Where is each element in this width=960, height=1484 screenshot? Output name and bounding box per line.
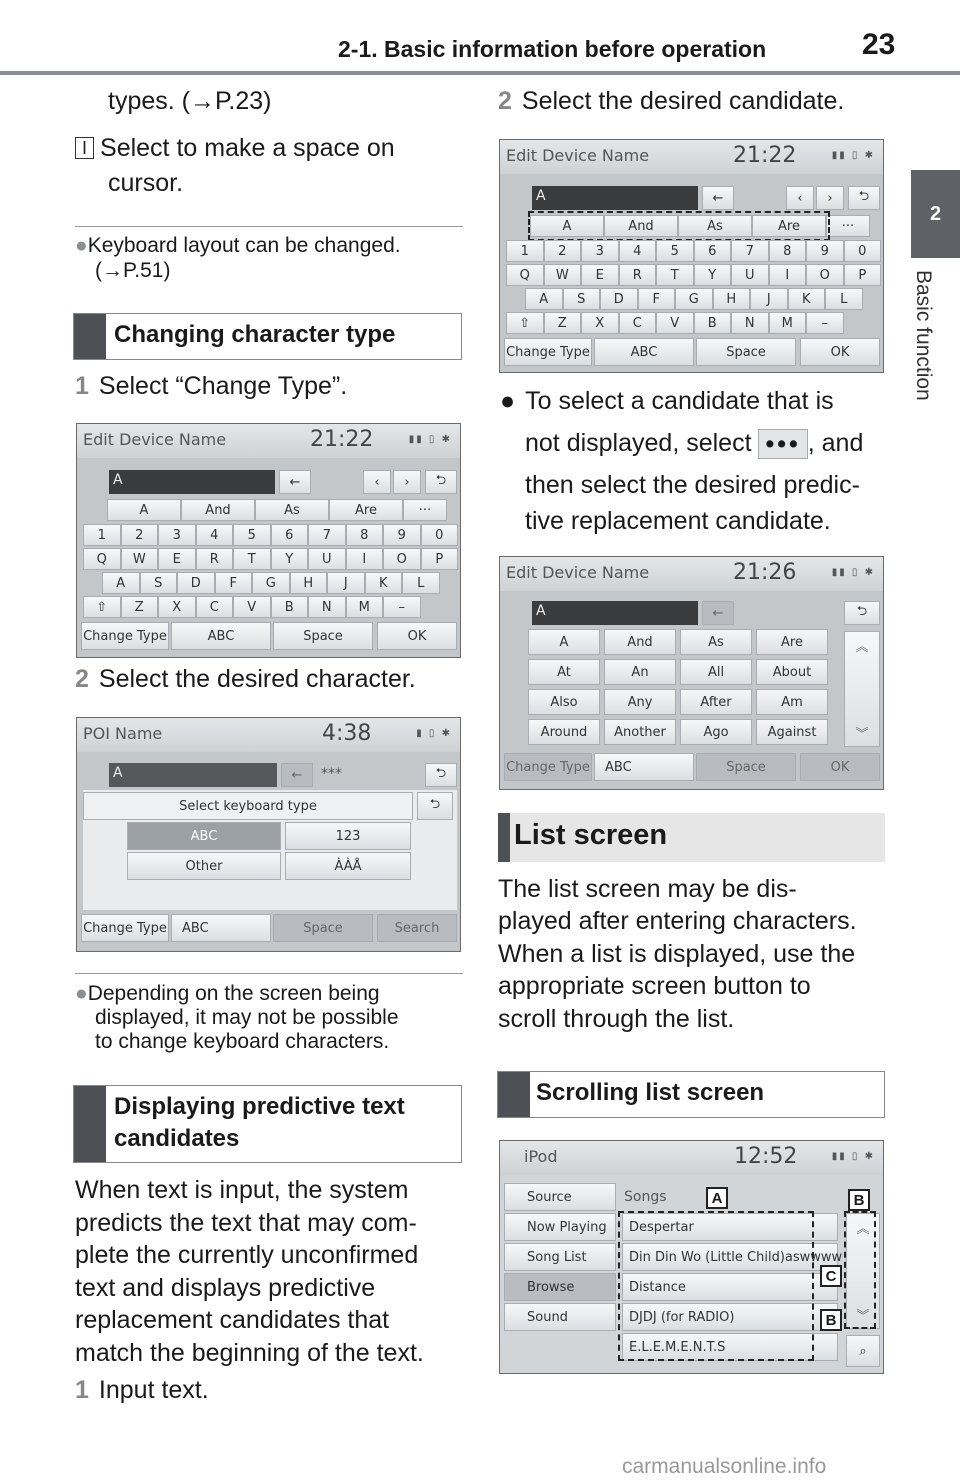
key[interactable]: S (140, 572, 178, 594)
text-line: cursor. (108, 169, 184, 197)
page-header (0, 0, 960, 75)
screen-title: iPod (524, 1147, 558, 1166)
prediction-candidate[interactable]: An (604, 659, 676, 685)
status-icons: ▮▮ ▯ ✱ (831, 1151, 875, 1162)
section-heading: Changing character type (73, 313, 462, 360)
popup-back-button[interactable]: ⮌ (417, 792, 453, 820)
song-item[interactable]: E.L.E.M.E.N.T.S (622, 1333, 838, 1361)
key[interactable]: X (581, 312, 619, 334)
key[interactable]: P (844, 264, 882, 286)
prediction-candidate[interactable]: Am (756, 689, 828, 715)
key[interactable]: B (694, 312, 732, 334)
key[interactable]: – (806, 312, 844, 334)
key[interactable]: M (346, 596, 384, 618)
callout-c: C (820, 1265, 842, 1287)
candidate-key[interactable]: And (604, 215, 678, 237)
ok-button[interactable]: OK (800, 753, 880, 781)
text-input[interactable]: A (109, 470, 275, 494)
cursor-left-button[interactable]: ‹ (363, 470, 391, 494)
prediction-candidate[interactable]: Against (756, 719, 828, 745)
page-number: 23 (862, 28, 896, 61)
section-heading: Scrolling list screen (497, 1071, 885, 1118)
screen-title: Edit Device Name (506, 146, 650, 165)
key[interactable]: O (383, 548, 421, 570)
prediction-candidate[interactable]: After (680, 689, 752, 715)
backspace-button[interactable]: ← (702, 601, 734, 625)
paragraph-line: scroll through the list. (498, 1005, 735, 1033)
clock: 21:22 (310, 427, 374, 452)
key[interactable]: – (383, 596, 421, 618)
prediction-candidate[interactable]: Any (604, 689, 676, 715)
status-icons: ▮▮ ▯ ✱ (408, 434, 452, 445)
key[interactable]: 0 (844, 240, 882, 262)
key[interactable]: Z (544, 312, 582, 334)
key[interactable]: 4 (619, 240, 657, 262)
key[interactable]: K (365, 572, 403, 594)
note: ●Keyboard layout can be changed. (75, 234, 401, 257)
change-type-button[interactable]: Change Type (504, 753, 592, 781)
song-item[interactable]: Din Din Wo (Little Child)aswwww (622, 1243, 838, 1271)
space-button[interactable]: Space (273, 914, 373, 942)
songs-heading: Songs (624, 1189, 667, 1205)
key[interactable]: W (544, 264, 582, 286)
scroll-bar[interactable]: ︽ ︾ (844, 631, 880, 747)
key[interactable]: U (731, 264, 769, 286)
keyboard-screen (76, 423, 461, 658)
key[interactable]: 7 (308, 524, 346, 546)
paragraph-line: match the beginning of the text. (75, 1339, 424, 1367)
more-icon: ••• (758, 429, 807, 459)
song-item[interactable]: Despertar (622, 1213, 838, 1241)
cursor-right-button[interactable]: › (816, 186, 844, 210)
clock: 21:26 (733, 560, 797, 585)
key[interactable]: R (196, 548, 234, 570)
popup-title: Select keyboard type (83, 792, 413, 820)
candidate-key[interactable]: ··· (826, 215, 870, 237)
back-button[interactable]: ⮌ (425, 470, 457, 494)
key[interactable]: T (656, 264, 694, 286)
prediction-candidate[interactable]: And (604, 629, 676, 655)
note: to change keyboard characters. (95, 1030, 390, 1053)
key[interactable]: 1 (83, 524, 121, 546)
key[interactable]: 5 (233, 524, 271, 546)
key[interactable]: U (308, 548, 346, 570)
key[interactable]: L (402, 572, 440, 594)
key[interactable]: 3 (158, 524, 196, 546)
header-rule (0, 71, 960, 75)
key[interactable]: 6 (271, 524, 309, 546)
prediction-candidate[interactable]: Around (528, 719, 600, 745)
note: (→P.51) (95, 259, 171, 282)
paragraph-line: When a list is displayed, use the (498, 940, 856, 968)
status-icons: ▮▮ ▯ ✱ (831, 150, 875, 161)
scroll-bar[interactable]: ︽ ︾ (846, 1213, 880, 1329)
key[interactable]: 6 (694, 240, 732, 262)
candidate-key[interactable]: Are (752, 215, 826, 237)
key[interactable]: Z (121, 596, 159, 618)
key[interactable]: B (271, 596, 309, 618)
chapter-label: Basic function (912, 270, 935, 401)
bullet-line: then select the desired predic- (525, 471, 860, 499)
callout-a: A (706, 1187, 728, 1209)
key[interactable]: V (656, 312, 694, 334)
prediction-candidate[interactable]: Also (528, 689, 600, 715)
key[interactable]: I (769, 264, 807, 286)
key[interactable]: G (252, 572, 290, 594)
key[interactable]: V (233, 596, 271, 618)
watermark: carmanualsonline.info (622, 1455, 827, 1478)
cursor-right-button[interactable]: › (393, 470, 421, 494)
back-button[interactable]: ⮌ (844, 601, 880, 625)
list-highlight (618, 1211, 814, 1361)
accent-option[interactable]: ÀÀÅ (285, 852, 411, 880)
key[interactable]: Y (694, 264, 732, 286)
clock: 4:38 (322, 721, 372, 746)
search-button[interactable]: Search (377, 914, 457, 942)
paragraph-line: appropriate screen button to (498, 972, 811, 1000)
menu-item[interactable]: Sound (504, 1303, 616, 1331)
backspace-button[interactable]: ← (702, 186, 734, 210)
screen-title: Edit Device Name (83, 430, 227, 449)
paragraph-line: plete the currently unconfirmed (75, 1241, 419, 1269)
key[interactable]: J (750, 288, 788, 310)
key[interactable]: F (638, 288, 676, 310)
key[interactable]: N (308, 596, 346, 618)
bullet-line: tive replacement candidate. (525, 507, 831, 535)
menu-item[interactable]: Song List (504, 1243, 616, 1271)
key[interactable]: E (581, 264, 619, 286)
paragraph-line: text and displays predictive (75, 1274, 376, 1302)
step: 2 Select the desired candidate. (498, 87, 845, 115)
key[interactable]: A (102, 572, 140, 594)
step: 1 Input text. (75, 1376, 209, 1404)
key[interactable]: H (713, 288, 751, 310)
section-title: 2-1. Basic information before operation (338, 36, 767, 62)
key[interactable]: 5 (656, 240, 694, 262)
prediction-candidate[interactable]: A (528, 629, 600, 655)
other-option[interactable]: Other (127, 852, 281, 880)
screen-title: Edit Device Name (506, 563, 650, 582)
key[interactable]: E (158, 548, 196, 570)
paragraph-line: replacement candidates that (75, 1306, 390, 1334)
cursor-left-button[interactable]: ‹ (786, 186, 814, 210)
menu-item[interactable]: Source (504, 1183, 616, 1211)
candidate-highlight (528, 211, 830, 241)
space-button[interactable]: Space (696, 338, 796, 366)
prediction-candidate[interactable]: As (680, 629, 752, 655)
note: displayed, it may not be possible (95, 1006, 399, 1029)
list-screen (499, 1140, 884, 1374)
chapter-tab: 2 (911, 170, 960, 258)
key[interactable]: A (525, 288, 563, 310)
key[interactable]: 7 (731, 240, 769, 262)
candidate-key[interactable]: And (181, 499, 255, 521)
key[interactable]: ⇧ (506, 312, 544, 334)
space-button[interactable]: Space (696, 753, 796, 781)
paragraph-line: The list screen may be dis- (498, 875, 797, 903)
prediction-screen (499, 556, 884, 790)
step: 1 Select “Change Type”. (75, 372, 348, 400)
search-icon[interactable]: ⌕ (846, 1335, 880, 1367)
note: ●Depending on the screen being (75, 982, 380, 1005)
key[interactable]: 9 (806, 240, 844, 262)
abc-button[interactable]: ABC (171, 622, 271, 650)
scroll-highlight (844, 1211, 876, 1329)
text-input[interactable]: A (532, 186, 698, 210)
key[interactable]: C (619, 312, 657, 334)
key[interactable]: C (196, 596, 234, 618)
key[interactable]: 2 (121, 524, 159, 546)
text-input[interactable]: A (109, 763, 277, 787)
key[interactable]: W (121, 548, 159, 570)
key[interactable]: 8 (346, 524, 384, 546)
callout-b: B (820, 1309, 842, 1331)
key[interactable]: R (619, 264, 657, 286)
key[interactable]: I (346, 548, 384, 570)
key[interactable]: S (563, 288, 601, 310)
key[interactable]: 0 (421, 524, 459, 546)
key[interactable]: 9 (383, 524, 421, 546)
key[interactable]: 4 (196, 524, 234, 546)
key[interactable]: O (806, 264, 844, 286)
candidate-keyboard-screen (499, 139, 884, 373)
key[interactable]: 2 (544, 240, 582, 262)
key-i-icon: I (75, 137, 94, 159)
back-button[interactable]: ⮌ (848, 186, 880, 210)
candidate-key[interactable]: As (255, 499, 329, 521)
text-input[interactable]: A (532, 601, 698, 625)
candidate-key[interactable]: A (530, 215, 604, 237)
abc-button[interactable]: ABC (594, 753, 694, 781)
key[interactable]: 1 (506, 240, 544, 262)
backspace-button[interactable]: ← (281, 763, 313, 787)
key[interactable]: 8 (769, 240, 807, 262)
bullet-line: not displayed, select ••• , and (525, 429, 864, 459)
key[interactable]: D (600, 288, 638, 310)
prediction-candidate[interactable]: About (756, 659, 828, 685)
number-option[interactable]: 123 (285, 822, 411, 850)
divider (75, 973, 463, 974)
key[interactable]: M (769, 312, 807, 334)
text-line: I Select to make a space on (75, 132, 395, 165)
paragraph-line: predicts the text that may com- (75, 1209, 417, 1237)
key[interactable]: ⇧ (83, 596, 121, 618)
key[interactable]: Q (506, 264, 544, 286)
key[interactable]: T (233, 548, 271, 570)
backspace-button[interactable]: ← (279, 470, 311, 494)
abc-option[interactable]: ABC (127, 822, 281, 850)
ok-button[interactable]: OK (377, 622, 457, 650)
back-button[interactable]: ⮌ (425, 763, 457, 787)
candidate-key[interactable]: Are (329, 499, 403, 521)
menu-item[interactable]: Browse (504, 1273, 616, 1301)
change-type-button[interactable]: Change Type (81, 622, 169, 650)
clock: 12:52 (734, 1144, 798, 1169)
divider (75, 226, 463, 227)
clock: 21:22 (733, 143, 797, 168)
prediction-candidate[interactable]: Are (756, 629, 828, 655)
status-icons: ▮▮ ▯ ✱ (831, 567, 875, 578)
keyboard-type-screen (76, 717, 461, 952)
key[interactable]: P (421, 548, 459, 570)
candidate-key[interactable]: ··· (403, 499, 447, 521)
menu-item[interactable]: Now Playing (504, 1213, 616, 1241)
section-heading: Displaying predictive text candidates (73, 1085, 462, 1163)
key[interactable]: N (731, 312, 769, 334)
prediction-candidate[interactable]: Ago (680, 719, 752, 745)
song-item[interactable]: DJDJ (for RADIO) (622, 1303, 838, 1331)
key[interactable]: H (290, 572, 328, 594)
key[interactable]: X (158, 596, 196, 618)
prediction-candidate[interactable]: At (528, 659, 600, 685)
key[interactable]: K (788, 288, 826, 310)
abc-button[interactable]: ABC (171, 914, 271, 942)
ok-button[interactable]: OK (800, 338, 880, 366)
bullet-line: ● To select a candidate that is (500, 387, 834, 415)
prediction-candidate[interactable]: Another (604, 719, 676, 745)
key[interactable]: Q (83, 548, 121, 570)
key[interactable]: G (675, 288, 713, 310)
key[interactable]: D (177, 572, 215, 594)
key[interactable]: L (825, 288, 863, 310)
abc-button[interactable]: ABC (594, 338, 694, 366)
prediction-candidate[interactable]: All (680, 659, 752, 685)
section-heading: List screen (498, 813, 885, 862)
callout-b: B (848, 1189, 870, 1211)
candidate-key[interactable]: A (107, 499, 181, 521)
paragraph-line: When text is input, the system (75, 1176, 409, 1204)
space-button[interactable]: Space (273, 622, 373, 650)
paragraph-line: played after entering characters. (498, 907, 857, 935)
key[interactable]: 3 (581, 240, 619, 262)
key[interactable]: J (327, 572, 365, 594)
candidate-key[interactable]: As (678, 215, 752, 237)
step: 2 Select the desired character. (75, 665, 416, 693)
change-type-button[interactable]: Change Type (504, 338, 592, 366)
status-icons: ▮ ▯ ✱ (416, 728, 452, 739)
key[interactable]: F (215, 572, 253, 594)
stars-text: *** (321, 766, 342, 782)
change-type-button[interactable]: Change Type (81, 914, 169, 942)
key[interactable]: Y (271, 548, 309, 570)
text-line: types. (→P.23) (108, 87, 272, 115)
song-item[interactable]: Distance (622, 1273, 838, 1301)
screen-title: POI Name (83, 724, 163, 743)
